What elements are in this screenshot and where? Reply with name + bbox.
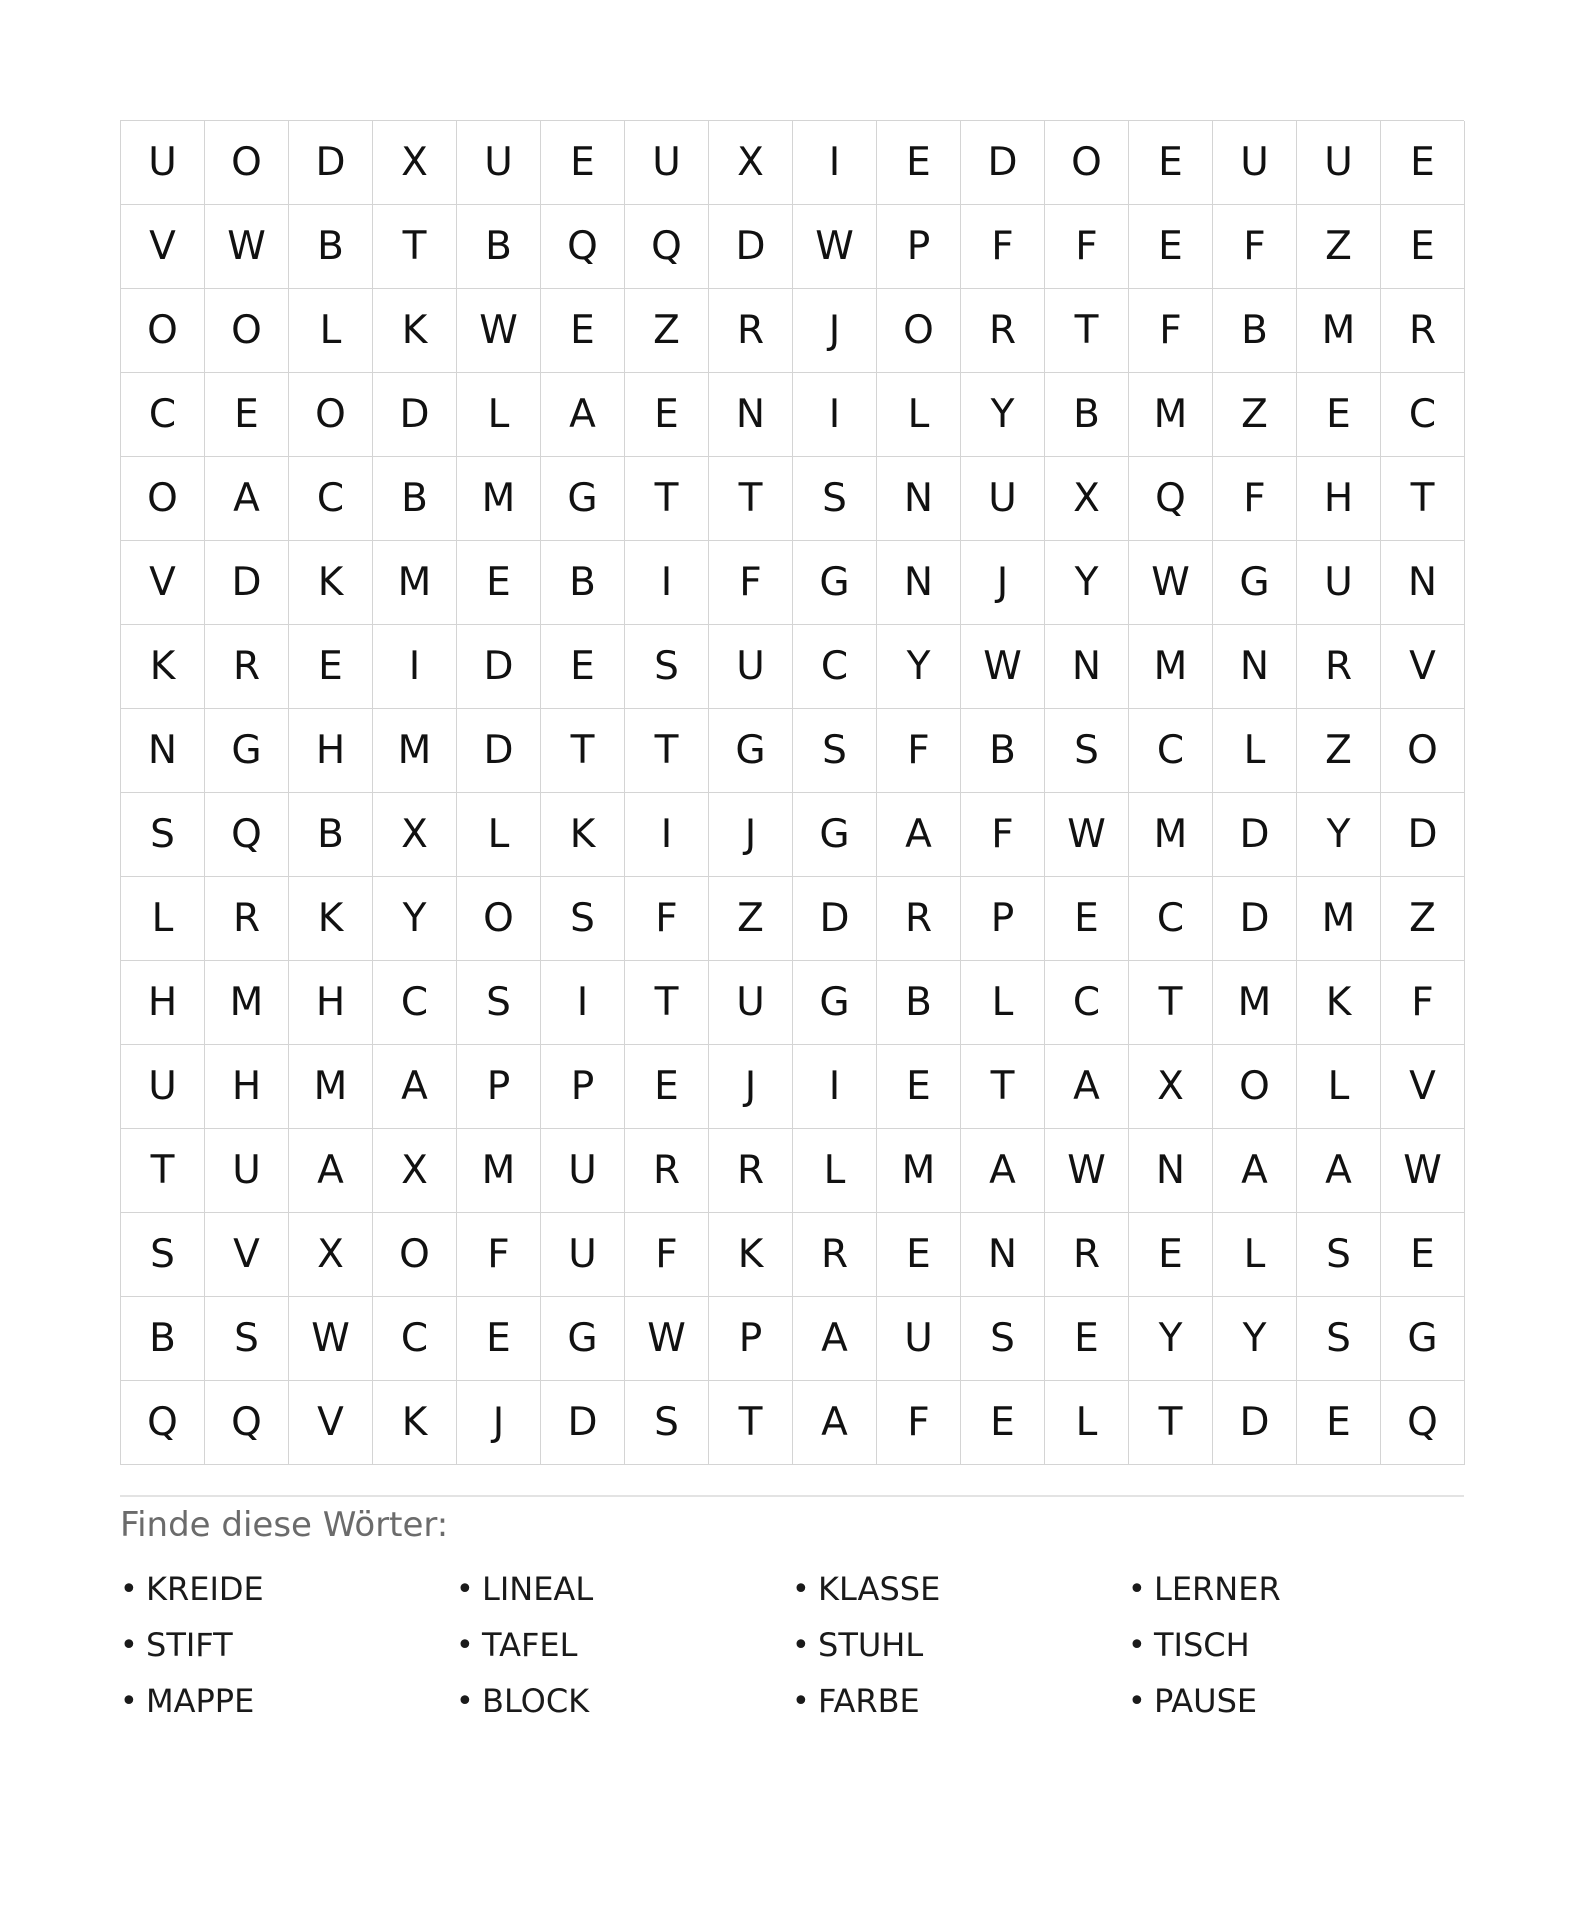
grid-cell[interactable]: C	[121, 373, 205, 457]
grid-cell[interactable]: P	[877, 205, 961, 289]
bullet-icon: •	[1128, 1571, 1146, 1607]
grid-cell[interactable]: A	[1213, 1129, 1297, 1213]
grid-cell[interactable]: M	[373, 709, 457, 793]
grid-cell[interactable]: U	[625, 121, 709, 205]
grid-cell[interactable]: Q	[625, 205, 709, 289]
grid-cell[interactable]: B	[457, 205, 541, 289]
bullet-icon: •	[1128, 1683, 1146, 1719]
grid-cell[interactable]: N	[877, 457, 961, 541]
grid-cell[interactable]: P	[709, 1297, 793, 1381]
grid-cell[interactable]: E	[457, 1297, 541, 1381]
grid-cell[interactable]: U	[877, 1297, 961, 1381]
grid-cell[interactable]: E	[541, 121, 625, 205]
grid-cell[interactable]: H	[289, 961, 373, 1045]
grid-cell[interactable]: X	[1045, 457, 1129, 541]
grid-cell[interactable]: Y	[1213, 1297, 1297, 1381]
grid-cell[interactable]: S	[121, 1213, 205, 1297]
grid-cell[interactable]: H	[289, 709, 373, 793]
grid-cell[interactable]: L	[121, 877, 205, 961]
grid-cell[interactable]: A	[373, 1045, 457, 1129]
grid-cell[interactable]: E	[877, 1045, 961, 1129]
grid-cell[interactable]: D	[709, 205, 793, 289]
bullet-icon: •	[1128, 1627, 1146, 1663]
grid-cell[interactable]: G	[793, 541, 877, 625]
grid-cell[interactable]: K	[373, 1381, 457, 1465]
grid-cell[interactable]: S	[961, 1297, 1045, 1381]
word-label: KREIDE	[146, 1570, 264, 1608]
grid-cell[interactable]: E	[1129, 121, 1213, 205]
grid-cell[interactable]: W	[1381, 1129, 1465, 1213]
grid-cell[interactable]: Y	[373, 877, 457, 961]
divider	[120, 1495, 1464, 1497]
grid-cell[interactable]: V	[205, 1213, 289, 1297]
grid-cell[interactable]: C	[373, 1297, 457, 1381]
grid-cell[interactable]: X	[1129, 1045, 1213, 1129]
grid-cell[interactable]: R	[205, 625, 289, 709]
grid-cell[interactable]: I	[373, 625, 457, 709]
grid-cell[interactable]: M	[1213, 961, 1297, 1045]
grid-cell[interactable]: S	[541, 877, 625, 961]
grid-cell[interactable]: O	[1213, 1045, 1297, 1129]
grid-cell[interactable]: Q	[205, 793, 289, 877]
grid-cell[interactable]: F	[709, 541, 793, 625]
grid-cell[interactable]: O	[205, 289, 289, 373]
grid-cell[interactable]: R	[1381, 289, 1465, 373]
grid-cell[interactable]: E	[541, 625, 625, 709]
grid-cell[interactable]: F	[877, 1381, 961, 1465]
grid-cell[interactable]: D	[205, 541, 289, 625]
grid-cell[interactable]: Z	[1381, 877, 1465, 961]
word-list	[120, 1561, 1464, 1729]
grid-cell[interactable]: F	[1045, 205, 1129, 289]
grid-cell[interactable]: O	[1045, 121, 1129, 205]
grid-cell[interactable]: N	[1045, 625, 1129, 709]
word-list-item	[456, 1617, 792, 1673]
word-label: PAUSE	[1154, 1682, 1258, 1720]
grid-cell[interactable]: O	[373, 1213, 457, 1297]
word-list-item	[792, 1673, 1128, 1729]
grid-cell[interactable]: V	[289, 1381, 373, 1465]
grid-cell[interactable]: A	[793, 1297, 877, 1381]
grid-cell[interactable]: A	[1045, 1045, 1129, 1129]
grid-cell[interactable]: J	[793, 289, 877, 373]
grid-cell[interactable]: S	[625, 1381, 709, 1465]
grid-cell[interactable]: E	[1297, 1381, 1381, 1465]
grid-cell[interactable]: P	[541, 1045, 625, 1129]
word-list-item	[1128, 1561, 1464, 1617]
grid-cell[interactable]: M	[1297, 877, 1381, 961]
word-list-item	[120, 1673, 456, 1729]
bullet-icon: •	[792, 1683, 810, 1719]
grid-cell[interactable]: I	[793, 373, 877, 457]
letter-grid	[120, 120, 1464, 1465]
grid-cell[interactable]: S	[793, 709, 877, 793]
bullet-icon: •	[792, 1571, 810, 1607]
word-list-item	[456, 1673, 792, 1729]
grid-cell[interactable]: S	[1297, 1297, 1381, 1381]
grid-cell[interactable]: Y	[1045, 541, 1129, 625]
grid-cell[interactable]: O	[205, 121, 289, 205]
grid-cell[interactable]: N	[709, 373, 793, 457]
grid-cell[interactable]: D	[457, 625, 541, 709]
word-list-item	[1128, 1673, 1464, 1729]
grid-cell[interactable]: F	[961, 205, 1045, 289]
grid-cell[interactable]: E	[625, 1045, 709, 1129]
grid-cell[interactable]: T	[1381, 457, 1465, 541]
grid-cell[interactable]: G	[709, 709, 793, 793]
word-search-puzzle	[120, 120, 1464, 1729]
grid-cell[interactable]: L	[877, 373, 961, 457]
grid-cell[interactable]: O	[877, 289, 961, 373]
grid-cell[interactable]: T	[373, 205, 457, 289]
word-list-item	[792, 1561, 1128, 1617]
grid-cell[interactable]: V	[121, 541, 205, 625]
grid-cell[interactable]: L	[1213, 709, 1297, 793]
bullet-icon: •	[456, 1627, 474, 1663]
grid-cell[interactable]: D	[457, 709, 541, 793]
grid-cell[interactable]: U	[457, 121, 541, 205]
grid-cell[interactable]: E	[1045, 877, 1129, 961]
grid-cell[interactable]: N	[877, 541, 961, 625]
grid-cell[interactable]: G	[1213, 541, 1297, 625]
grid-cell[interactable]: Y	[961, 373, 1045, 457]
grid-cell[interactable]: D	[1381, 793, 1465, 877]
grid-cell[interactable]: O	[289, 373, 373, 457]
grid-cell[interactable]: K	[373, 289, 457, 373]
grid-cell[interactable]: B	[289, 793, 373, 877]
grid-cell[interactable]: U	[1297, 121, 1381, 205]
grid-cell[interactable]: E	[541, 289, 625, 373]
grid-cell[interactable]: E	[877, 121, 961, 205]
grid-cell[interactable]: W	[1045, 1129, 1129, 1213]
grid-cell[interactable]: U	[541, 1213, 625, 1297]
grid-cell[interactable]: Y	[877, 625, 961, 709]
grid-cell[interactable]: T	[541, 709, 625, 793]
bullet-icon: •	[120, 1627, 138, 1663]
grid-cell[interactable]: G	[541, 1297, 625, 1381]
grid-cell[interactable]: O	[121, 289, 205, 373]
word-label: LERNER	[1154, 1570, 1281, 1608]
grid-cell[interactable]: E	[1045, 1297, 1129, 1381]
grid-cell[interactable]: A	[961, 1129, 1045, 1213]
bullet-icon: •	[120, 1683, 138, 1719]
bullet-icon: •	[456, 1571, 474, 1607]
grid-cell[interactable]: M	[205, 961, 289, 1045]
grid-cell[interactable]: U	[709, 625, 793, 709]
grid-cell[interactable]: F	[1213, 457, 1297, 541]
grid-cell[interactable]: C	[289, 457, 373, 541]
grid-cell[interactable]: R	[877, 877, 961, 961]
grid-cell[interactable]: V	[1381, 1045, 1465, 1129]
grid-cell[interactable]: M	[457, 457, 541, 541]
grid-cell[interactable]: H	[205, 1045, 289, 1129]
grid-cell[interactable]: F	[1129, 289, 1213, 373]
grid-cell[interactable]: T	[1129, 1381, 1213, 1465]
grid-cell[interactable]: Q	[541, 205, 625, 289]
word-list-item	[792, 1617, 1128, 1673]
grid-cell[interactable]: V	[121, 205, 205, 289]
grid-cell[interactable]: K	[289, 877, 373, 961]
grid-cell[interactable]: I	[793, 121, 877, 205]
grid-cell[interactable]: U	[121, 121, 205, 205]
grid-cell[interactable]: K	[541, 793, 625, 877]
grid-cell[interactable]: M	[373, 541, 457, 625]
grid-cell[interactable]: Q	[121, 1381, 205, 1465]
grid-cell[interactable]: D	[289, 121, 373, 205]
grid-cell[interactable]: U	[709, 961, 793, 1045]
grid-cell[interactable]: Z	[1213, 373, 1297, 457]
grid-cell[interactable]: C	[1129, 877, 1213, 961]
grid-cell[interactable]: W	[625, 1297, 709, 1381]
grid-cell[interactable]: U	[961, 457, 1045, 541]
grid-cell[interactable]: R	[793, 1213, 877, 1297]
grid-cell[interactable]: S	[793, 457, 877, 541]
grid-cell[interactable]: Y	[1297, 793, 1381, 877]
grid-cell[interactable]: R	[961, 289, 1045, 373]
grid-cell[interactable]: F	[961, 793, 1045, 877]
grid-cell[interactable]: W	[1045, 793, 1129, 877]
grid-cell[interactable]: R	[625, 1129, 709, 1213]
grid-cell[interactable]: A	[1297, 1129, 1381, 1213]
bullet-icon: •	[120, 1571, 138, 1607]
grid-cell[interactable]: N	[961, 1213, 1045, 1297]
grid-cell[interactable]: B	[961, 709, 1045, 793]
grid-cell[interactable]: T	[625, 961, 709, 1045]
grid-cell[interactable]: W	[457, 289, 541, 373]
grid-cell[interactable]: S	[1045, 709, 1129, 793]
word-list-item	[120, 1617, 456, 1673]
grid-cell[interactable]: I	[793, 1045, 877, 1129]
grid-cell[interactable]: E	[1381, 205, 1465, 289]
grid-cell[interactable]: N	[1213, 625, 1297, 709]
grid-cell[interactable]: L	[1213, 1213, 1297, 1297]
word-label: TAFEL	[482, 1626, 578, 1664]
grid-cell[interactable]: E	[1297, 373, 1381, 457]
grid-cell[interactable]: S	[625, 625, 709, 709]
grid-cell[interactable]: U	[1297, 541, 1381, 625]
grid-cell[interactable]: T	[1129, 961, 1213, 1045]
grid-cell[interactable]: H	[121, 961, 205, 1045]
grid-cell[interactable]: L	[1297, 1045, 1381, 1129]
bullet-icon: •	[792, 1627, 810, 1663]
grid-cell[interactable]: P	[457, 1045, 541, 1129]
word-list-item	[120, 1561, 456, 1617]
grid-cell[interactable]: U	[121, 1045, 205, 1129]
grid-cell[interactable]: J	[709, 1045, 793, 1129]
grid-cell[interactable]: C	[373, 961, 457, 1045]
grid-cell[interactable]: A	[877, 793, 961, 877]
grid-cell[interactable]: X	[289, 1213, 373, 1297]
grid-cell[interactable]: V	[1381, 625, 1465, 709]
grid-cell[interactable]: L	[1045, 1381, 1129, 1465]
grid-cell[interactable]: W	[289, 1297, 373, 1381]
grid-cell[interactable]: X	[373, 121, 457, 205]
grid-cell[interactable]: O	[457, 877, 541, 961]
grid-cell[interactable]: C	[1381, 373, 1465, 457]
grid-cell[interactable]: D	[1213, 877, 1297, 961]
grid-cell[interactable]: D	[541, 1381, 625, 1465]
grid-cell[interactable]: T	[625, 457, 709, 541]
grid-cell[interactable]: G	[205, 709, 289, 793]
grid-cell[interactable]: E	[289, 625, 373, 709]
grid-cell[interactable]: M	[1297, 289, 1381, 373]
grid-cell[interactable]: E	[1129, 205, 1213, 289]
grid-cell[interactable]: X	[373, 793, 457, 877]
grid-cell[interactable]: W	[961, 625, 1045, 709]
grid-cell[interactable]: T	[121, 1129, 205, 1213]
grid-cell[interactable]: D	[1213, 1381, 1297, 1465]
grid-cell[interactable]: Z	[1297, 709, 1381, 793]
grid-cell[interactable]: K	[289, 541, 373, 625]
grid-cell[interactable]: W	[793, 205, 877, 289]
grid-cell[interactable]: N	[1381, 541, 1465, 625]
grid-cell[interactable]: E	[1381, 121, 1465, 205]
grid-cell[interactable]: S	[457, 961, 541, 1045]
grid-cell[interactable]: L	[289, 289, 373, 373]
grid-cell[interactable]: B	[121, 1297, 205, 1381]
grid-cell[interactable]: W	[1129, 541, 1213, 625]
grid-cell[interactable]: S	[121, 793, 205, 877]
grid-cell[interactable]: Z	[709, 877, 793, 961]
grid-cell[interactable]: I	[625, 793, 709, 877]
grid-cell[interactable]: J	[709, 793, 793, 877]
grid-cell[interactable]: P	[961, 877, 1045, 961]
grid-cell[interactable]: A	[289, 1129, 373, 1213]
grid-cell[interactable]: A	[793, 1381, 877, 1465]
grid-cell[interactable]: C	[793, 625, 877, 709]
word-label: FARBE	[818, 1682, 920, 1720]
grid-cell[interactable]: M	[1129, 793, 1213, 877]
grid-cell[interactable]: T	[1045, 289, 1129, 373]
grid-cell[interactable]: B	[1213, 289, 1297, 373]
grid-cell[interactable]: D	[1213, 793, 1297, 877]
word-list-item	[1128, 1617, 1464, 1673]
grid-cell[interactable]: L	[793, 1129, 877, 1213]
word-label: TISCH	[1154, 1626, 1250, 1664]
grid-cell[interactable]: F	[1381, 961, 1465, 1045]
bullet-icon: •	[456, 1683, 474, 1719]
grid-cell[interactable]: Q	[205, 1381, 289, 1465]
grid-cell[interactable]: U	[541, 1129, 625, 1213]
grid-cell[interactable]: F	[1213, 205, 1297, 289]
grid-cell[interactable]: U	[1213, 121, 1297, 205]
grid-cell[interactable]: N	[121, 709, 205, 793]
grid-cell[interactable]: K	[121, 625, 205, 709]
grid-cell[interactable]: L	[961, 961, 1045, 1045]
grid-cell[interactable]: F	[625, 1213, 709, 1297]
grid-cell[interactable]: G	[793, 793, 877, 877]
grid-cell[interactable]: F	[457, 1213, 541, 1297]
grid-cell[interactable]: M	[1129, 373, 1213, 457]
grid-cell[interactable]: K	[709, 1213, 793, 1297]
grid-cell[interactable]: G	[793, 961, 877, 1045]
grid-cell[interactable]: J	[961, 541, 1045, 625]
grid-cell[interactable]: O	[121, 457, 205, 541]
grid-cell[interactable]: L	[457, 793, 541, 877]
grid-cell[interactable]: G	[541, 457, 625, 541]
word-label: MAPPE	[146, 1682, 255, 1720]
grid-cell[interactable]: U	[205, 1129, 289, 1213]
grid-cell[interactable]: Z	[1297, 205, 1381, 289]
word-label: KLASSE	[818, 1570, 941, 1608]
grid-cell[interactable]: E	[1129, 1213, 1213, 1297]
grid-cell[interactable]: R	[1297, 625, 1381, 709]
grid-cell[interactable]: E	[961, 1381, 1045, 1465]
grid-cell[interactable]: N	[1129, 1129, 1213, 1213]
word-list-item	[456, 1561, 792, 1617]
grid-cell[interactable]: M	[289, 1045, 373, 1129]
grid-cell[interactable]: D	[373, 373, 457, 457]
grid-cell[interactable]: W	[205, 205, 289, 289]
grid-cell[interactable]: Z	[625, 289, 709, 373]
grid-cell[interactable]: X	[373, 1129, 457, 1213]
grid-cell[interactable]: B	[877, 961, 961, 1045]
grid-cell[interactable]: Q	[1381, 1381, 1465, 1465]
grid-cell[interactable]: A	[205, 457, 289, 541]
instructions-label: Finde diese Wörter:	[120, 1505, 449, 1545]
grid-cell[interactable]: X	[709, 121, 793, 205]
grid-cell[interactable]: E	[625, 373, 709, 457]
grid-cell[interactable]: E	[457, 541, 541, 625]
grid-cell[interactable]: M	[457, 1129, 541, 1213]
grid-cell[interactable]: B	[289, 205, 373, 289]
grid-cell[interactable]: K	[1297, 961, 1381, 1045]
grid-cell[interactable]: O	[1381, 709, 1465, 793]
grid-cell[interactable]: Y	[1129, 1297, 1213, 1381]
grid-cell[interactable]: D	[793, 877, 877, 961]
grid-cell[interactable]: R	[1045, 1213, 1129, 1297]
grid-cell[interactable]: T	[709, 457, 793, 541]
word-label: STIFT	[146, 1626, 233, 1664]
grid-cell[interactable]: E	[877, 1213, 961, 1297]
grid-cell[interactable]: Q	[1129, 457, 1213, 541]
grid-cell[interactable]: H	[1297, 457, 1381, 541]
grid-cell[interactable]: R	[709, 289, 793, 373]
grid-cell[interactable]: E	[205, 373, 289, 457]
word-label: BLOCK	[482, 1682, 590, 1720]
grid-cell[interactable]: B	[1045, 373, 1129, 457]
grid-cell[interactable]: E	[1381, 1213, 1465, 1297]
grid-cell[interactable]: F	[877, 709, 961, 793]
grid-cell[interactable]: A	[541, 373, 625, 457]
grid-cell[interactable]: C	[1129, 709, 1213, 793]
grid-cell[interactable]: B	[373, 457, 457, 541]
grid-cell[interactable]: G	[1381, 1297, 1465, 1381]
grid-cell[interactable]: S	[1297, 1213, 1381, 1297]
word-label: LINEAL	[482, 1570, 594, 1608]
grid-cell[interactable]: S	[205, 1297, 289, 1381]
grid-cell[interactable]: J	[457, 1381, 541, 1465]
grid-cell[interactable]: I	[625, 541, 709, 625]
grid-cell[interactable]: R	[205, 877, 289, 961]
word-label: STUHL	[818, 1626, 924, 1664]
grid-cell[interactable]: M	[877, 1129, 961, 1213]
grid-cell[interactable]: R	[709, 1129, 793, 1213]
grid-cell[interactable]: L	[457, 373, 541, 457]
grid-cell[interactable]: D	[961, 121, 1045, 205]
grid-cell[interactable]: T	[625, 709, 709, 793]
grid-cell[interactable]: B	[541, 541, 625, 625]
grid-cell[interactable]: M	[1129, 625, 1213, 709]
grid-cell[interactable]: C	[1045, 961, 1129, 1045]
grid-cell[interactable]: T	[709, 1381, 793, 1465]
grid-cell[interactable]: F	[625, 877, 709, 961]
grid-cell[interactable]: T	[961, 1045, 1045, 1129]
grid-cell[interactable]: I	[541, 961, 625, 1045]
